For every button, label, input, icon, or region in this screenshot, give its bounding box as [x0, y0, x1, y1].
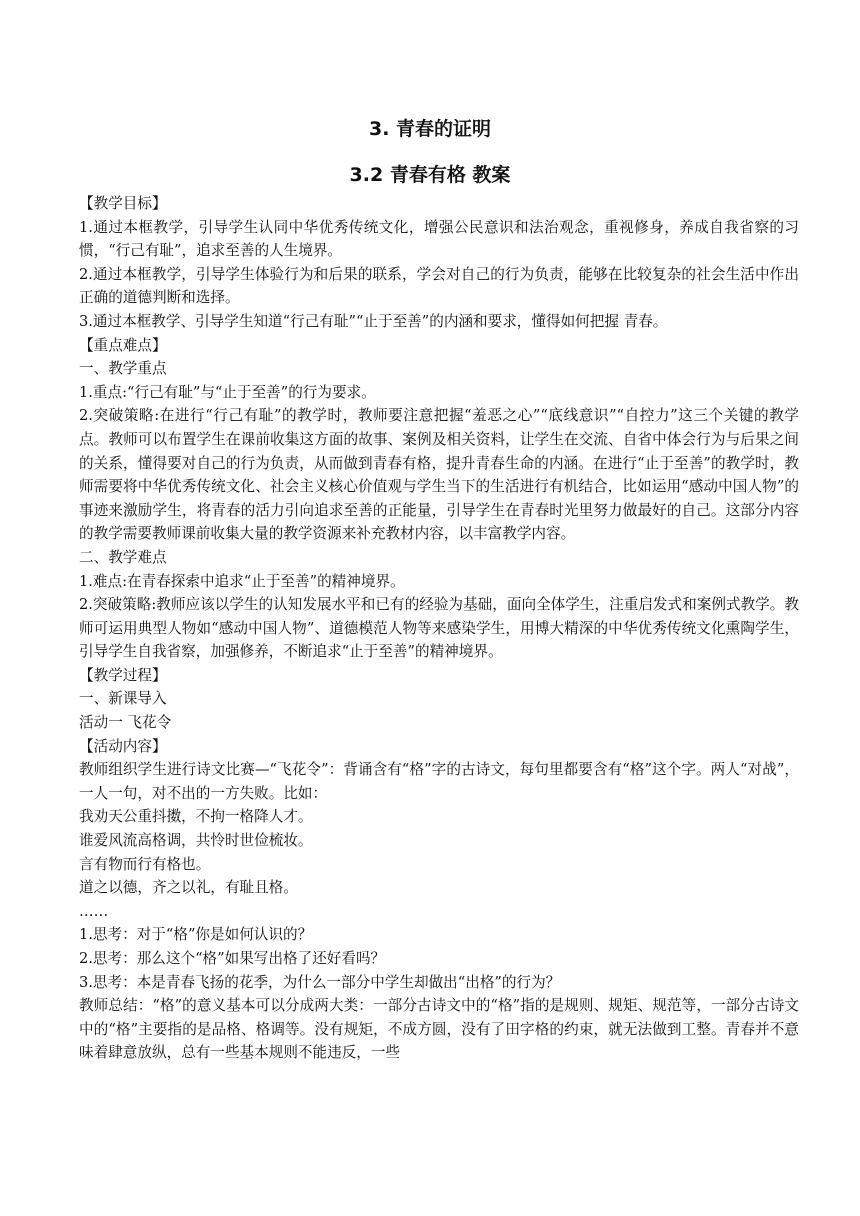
paragraph: 2.通过本框教学，引导学生体验行为和后果的联系，学会对自己的行为负责，能够在比较复杂的社会生活中作出正确的道德判断和选择。	[79, 265, 799, 307]
poem-line: 道之以德，齐之以礼，有耻且格。	[79, 879, 298, 897]
section-heading: 【重点难点】	[79, 336, 167, 354]
section-heading: 【教学过程】	[79, 666, 167, 684]
paragraph: 3.通过本框教学、引导学生知道“行己有耻”“止于至善”的内涵和要求，懂得如何把握 青春。	[79, 312, 668, 330]
poem-line: 我劝天公重抖擞，不拘一格降人才。	[79, 808, 313, 826]
chapter-title: 3. 青春的证明	[368, 118, 492, 140]
lesson-title: 3.2 青春有格 教案	[349, 164, 511, 186]
question: 3.思考：本是青春飞扬的花季，为什么一部分中学生却做出“出格”的行为？	[79, 973, 561, 991]
subsection-heading: 二、教学难点	[79, 548, 167, 566]
paragraph: 1.通过本框教学，引导学生认同中华优秀传统文化，增强公民意识和法治观念，重视修身，养成自我省察的习惯，“行己有耻”，追求至善的人生境界。	[79, 218, 799, 260]
paragraph: 教师组织学生进行诗文比赛—“飞花令”：背诵含有“格”字的古诗文，每句里都要含有“格”这个字。两人“对战”，一人一句，对不出的一方失败。比如：	[79, 761, 799, 802]
poem-line: 言有物而行有格也。	[79, 855, 211, 873]
ellipsis-line: ……	[79, 902, 109, 920]
question: 1.思考：对于“格”你是如何认识的？	[79, 926, 313, 944]
subsection-heading: 一、新课导入	[79, 690, 167, 708]
activity-heading: 活动一 飞花令	[79, 714, 172, 732]
paragraph: 2.突破策略:教师应该以学生的认知发展水平和已有的经验为基础，面向全体学生，注重启发式和案例式教学。教师可运用典型人物如“感动中国人物”、道德模范人物等来感染学生，用博大精深的中华优秀传统文化熏陶学生，引导学生自我省察，加强修养，不断追求“止于至善”的精神境界。	[79, 596, 799, 661]
paragraph: 教师总结：“格”的意义基本可以分成两大类：一部分古诗文中的“格”指的是规则、规矩、规范等，一部分古诗文中的“格”主要指的是品格、格调等。没有规矩，不成方圆，没有了田字格的约束，就无法做到工整。青春并不意味着肆意放纵，总有一些基本规则不能违反，一些	[79, 997, 799, 1062]
section-heading: 【活动内容】	[79, 737, 167, 755]
paragraph: 1.难点:在青春探索中追求“止于至善”的精神境界。	[79, 572, 405, 590]
paragraph: 2.突破策略:在进行“行己有耻”的教学时，教师要注意把握“羞恶之心”“底线意识”“自控力”这三个关键的教学点。教师可以布置学生在课前收集这方面的故事、案例及相关资料，让学生在交流、自省中体会行为与后果之间的关系，懂得要对自己的行为负责，从而做到青春有格，提升青春生命的内涵。在进行“止于至善”的教学时，教师需要将中华优秀传统文化、社会主义核心价值观与学生当下的生活进行有机结合，比如运用“感动中国人物”的事迹来激励学生，将青春的活力引向追求至善的正能量，引导学生在青春时光里努力做最好的自己。这部分内容的教学需要教师课前收集大量的教学资源来补充教材内容，以丰富教学内容。	[79, 407, 799, 543]
poem-line: 谁爱风流高格调，共怜时世俭梳妆。	[79, 832, 313, 850]
document-body	[79, 192, 799, 1065]
paragraph: 1.重点:“行己有耻”与“止于至善”的行为要求。	[79, 383, 376, 401]
question: 2.思考：那么这个“格”如果写出格了还好看吗？	[79, 950, 386, 967]
subsection-heading: 一、教学重点	[79, 360, 167, 378]
section-heading: 【教学目标】	[79, 195, 167, 212]
